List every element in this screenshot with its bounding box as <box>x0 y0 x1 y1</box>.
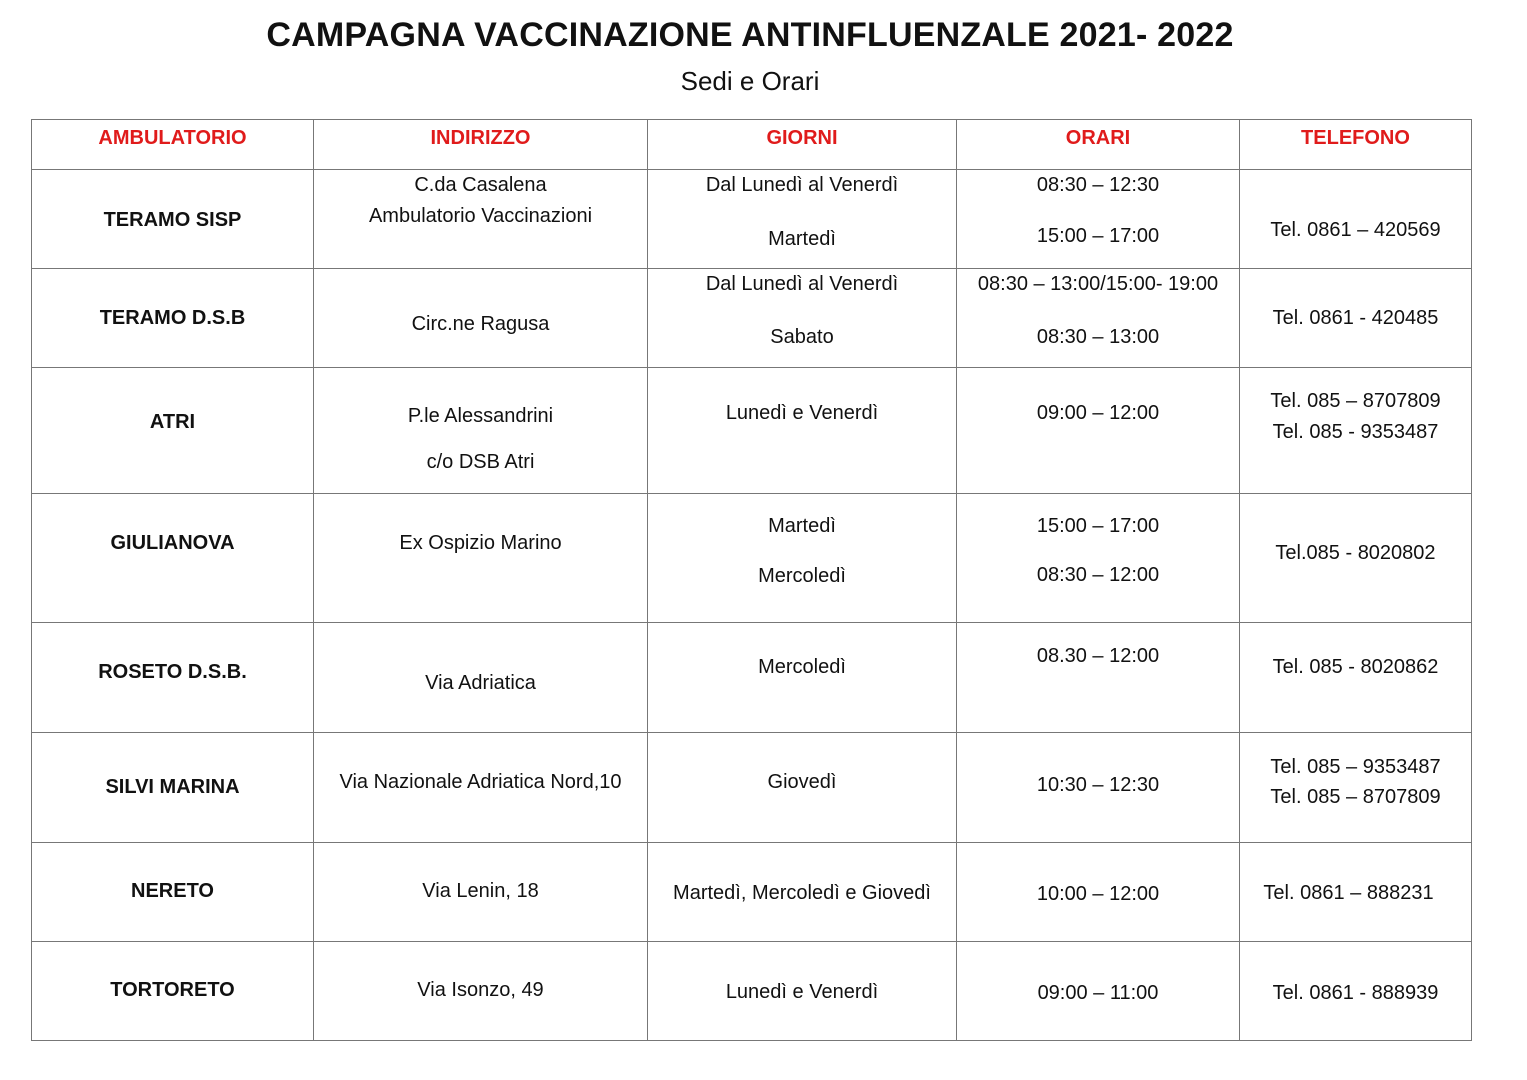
ambulatorio-name: ATRI <box>149 411 196 433</box>
indirizzo-line: c/o DSB Atri <box>426 451 535 473</box>
schedule-table <box>31 119 1472 1041</box>
telefono-line: Tel.085 - 8020802 <box>1275 542 1436 564</box>
telefono-line: Tel. 085 - 9353487 <box>1272 421 1439 443</box>
header-orari: ORARI <box>957 120 1240 170</box>
orari-line: 08:30 – 12:00 <box>1036 564 1160 586</box>
table-row <box>32 494 1472 623</box>
header-telefono: TELEFONO <box>1240 120 1472 170</box>
telefono-line: Tel. 0861 - 420485 <box>1272 307 1439 329</box>
indirizzo-line: Circ.ne Ragusa <box>411 313 550 335</box>
table-row <box>32 170 1472 269</box>
page-subtitle: Sedi e Orari <box>680 66 820 96</box>
table-row <box>32 843 1472 942</box>
indirizzo-line: C.da Casalena <box>414 174 547 196</box>
table-row <box>32 623 1472 733</box>
orari-line: 08:30 – 13:00 <box>1036 326 1160 348</box>
orari-line: 09:00 – 12:00 <box>1036 402 1160 424</box>
giorni-line: Mercoledì <box>758 565 846 587</box>
ambulatorio-name: TORTORETO <box>110 979 235 1001</box>
giorni-line: Giovedì <box>767 771 837 793</box>
orari-line: 09:00 – 11:00 <box>1037 982 1159 1004</box>
giorni-line: Martedì, Mercoledì e Giovedì <box>673 882 931 904</box>
ambulatorio-name: TERAMO SISP <box>103 209 242 231</box>
table-row <box>32 269 1472 368</box>
telefono-line: Tel. 085 – 8707809 <box>1270 390 1441 412</box>
ambulatorio-name: ROSETO D.S.B. <box>98 661 247 683</box>
telefono-line: Tel. 0861 – 420569 <box>1270 219 1441 241</box>
giorni-line: Martedì <box>768 228 836 250</box>
telefono-line: Tel. 0861 – 888231 <box>1263 882 1434 904</box>
header-row <box>32 120 1472 170</box>
indirizzo-line: P.le Alessandrini <box>407 405 554 427</box>
giorni-line: Sabato <box>770 326 834 348</box>
ambulatorio-name: NERETO <box>131 880 214 902</box>
indirizzo-line: Ambulatorio Vaccinazioni <box>368 205 593 227</box>
telefono-line: Tel. 0861 - 888939 <box>1272 982 1439 1004</box>
telefono-line: Tel. 085 - 8020862 <box>1272 656 1439 678</box>
giorni-line: Lunedì e Venerdì <box>725 981 879 1003</box>
giorni-line: Martedì <box>768 515 836 537</box>
orari-line: 15:00 – 17:00 <box>1036 515 1160 537</box>
table-row <box>32 733 1472 843</box>
orari-line: 10:30 – 12:30 <box>1036 774 1160 796</box>
orari-line: 10:00 – 12:00 <box>1036 883 1160 905</box>
giorni-line: Mercoledì <box>758 656 846 678</box>
orari-line: 08:30 – 13:00/15:00- 19:00 <box>977 273 1219 295</box>
indirizzo-line: Via Isonzo, 49 <box>417 979 544 1001</box>
orari-line: 15:00 – 17:00 <box>1036 225 1160 247</box>
indirizzo-line: Via Nazionale Adriatica Nord,10 <box>339 771 622 793</box>
orari-line: 08.30 – 12:00 <box>1036 645 1160 667</box>
indirizzo-line: Via Lenin, 18 <box>422 880 539 902</box>
ambulatorio-name: TERAMO D.S.B <box>99 307 246 329</box>
table-row <box>32 942 1472 1041</box>
ambulatorio-name: GIULIANOVA <box>110 532 235 554</box>
header-giorni: GIORNI <box>648 120 957 170</box>
table-row <box>32 368 1472 494</box>
header-ambulatorio: AMBULATORIO <box>32 120 314 170</box>
ambulatorio-name: SILVI MARINA <box>105 776 240 798</box>
giorni-line: Dal Lunedì al Venerdì <box>705 273 899 295</box>
telefono-line: Tel. 085 – 9353487 <box>1270 756 1441 778</box>
orari-line: 08:30 – 12:30 <box>1036 174 1160 196</box>
header-indirizzo: INDIRIZZO <box>314 120 648 170</box>
telefono-line: Tel. 085 – 8707809 <box>1270 786 1441 808</box>
page-title: CAMPAGNA VACCINAZIONE ANTINFLUENZALE 2021- 2022 <box>266 16 1234 54</box>
giorni-line: Lunedì e Venerdì <box>725 402 879 424</box>
indirizzo-line: Ex Ospizio Marino <box>399 532 562 554</box>
giorni-line: Dal Lunedì al Venerdì <box>705 174 899 196</box>
indirizzo-line: Via Adriatica <box>425 672 536 694</box>
